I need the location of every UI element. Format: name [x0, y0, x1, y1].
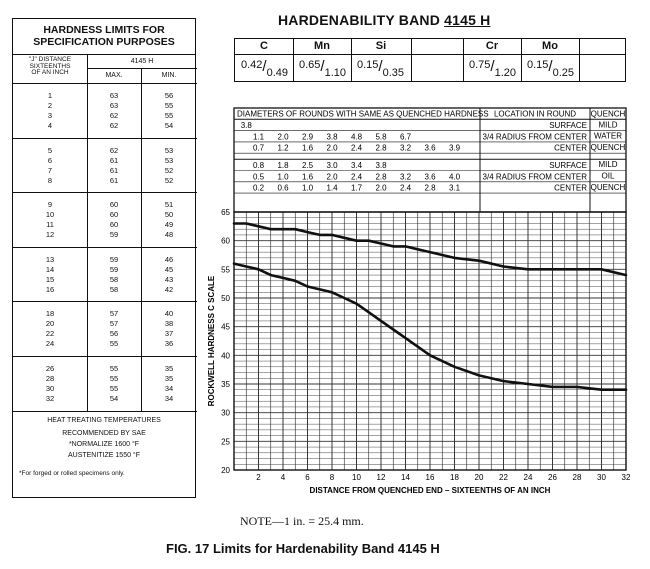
oil-diameter: 2.8 — [375, 172, 387, 182]
figure-caption: FIG. 17 Limits for Hardenability Band 4145 H — [166, 541, 440, 556]
water-diameter: 2.9 — [301, 132, 314, 142]
band-grade: 4145 H — [444, 12, 491, 28]
distance-header-line: SIXTEENTHS — [29, 62, 71, 70]
min-hardness-cell: 50 — [164, 210, 174, 220]
water-diameter: 0.7 — [252, 143, 265, 153]
oil-diameter: 1.4 — [326, 183, 338, 193]
distance-cell: 15 — [45, 274, 55, 284]
oil-diameter: 3.8 — [375, 161, 387, 170]
min-hardness-cell: 42 — [164, 284, 174, 294]
water-diameter: 6.7 — [399, 132, 412, 142]
oil-diameter: 2.0 — [326, 172, 338, 182]
oil-diameter: 1.0 — [301, 183, 314, 193]
water-diameter: 3.8 — [240, 121, 252, 131]
x-tick-label: 26 — [548, 473, 557, 482]
water-location: CENTER — [554, 143, 587, 153]
y-tick-label: 65 — [221, 208, 230, 217]
distance-cell: 26 — [45, 364, 55, 373]
max-hardness-cell: 59 — [109, 230, 119, 240]
oil-diameter: 1.0 — [277, 172, 289, 182]
distance-cell: 32 — [45, 394, 55, 403]
rounds-header-quench: QUENCH — [590, 109, 626, 119]
distance-cell: 10 — [45, 210, 55, 220]
min-hardness-cell: 36 — [164, 339, 174, 349]
range-high: 0.49 — [266, 67, 289, 79]
footnote: *For forged or rolled specimens only. — [19, 469, 125, 477]
max-hardness-cell: 56 — [109, 329, 119, 339]
max-hardness-cell: 55 — [109, 364, 119, 373]
oil-diameter: 3.4 — [350, 161, 363, 170]
water-diameter: 2.8 — [375, 143, 387, 153]
distance-cell: 11 — [46, 220, 54, 230]
element-symbol: Mo — [542, 40, 558, 52]
water-diameter: 3.8 — [326, 132, 338, 142]
distance-cell: 6 — [47, 155, 53, 165]
oil-diameter: 2.4 — [350, 172, 363, 182]
distance-cell: 8 — [47, 175, 53, 185]
water-quench: MILD — [598, 120, 618, 130]
max-hardness-cell: 62 — [109, 145, 119, 155]
y-tick-label: 50 — [221, 294, 230, 303]
oil-diameter: 2.5 — [301, 161, 314, 170]
min-hardness-cell: 53 — [164, 155, 174, 165]
range-high: 0.35 — [382, 67, 405, 79]
range-high: 1.10 — [324, 67, 347, 79]
min-hardness-cell: 35 — [164, 374, 174, 383]
oil-diameter: 0.2 — [252, 183, 265, 193]
oil-location: CENTER — [554, 183, 587, 193]
water-location: 3/4 RADIUS FROM CENTER — [482, 132, 587, 142]
water-diameter: 1.2 — [277, 143, 289, 153]
water-diameter: 2.0 — [277, 132, 289, 142]
distance-header-line: "J" DISTANCE — [28, 56, 72, 63]
distance-cell: 18 — [45, 309, 55, 319]
max-hardness-cell: 59 — [109, 254, 119, 264]
max-hardness-cell: 60 — [109, 220, 119, 230]
distance-cell: 30 — [45, 384, 55, 393]
oil-diameter: 3.1 — [448, 183, 461, 193]
element-symbol: Cr — [485, 40, 499, 52]
y-axis-label: ROCKWELL HARDNESS C SCALE — [207, 275, 216, 407]
x-tick-label: 32 — [621, 473, 631, 482]
min-hardness-cell: 49 — [164, 220, 174, 230]
range-low: 0.15 — [527, 59, 549, 71]
max-hardness-cell: 55 — [109, 374, 119, 383]
water-diameter: 3.6 — [424, 143, 436, 153]
distance-cell: 9 — [47, 200, 53, 210]
range-slash: / — [320, 58, 325, 75]
x-tick-label: 2 — [256, 473, 261, 482]
min-hardness-cell: 38 — [164, 319, 174, 329]
element-symbol: C — [260, 40, 268, 52]
water-diameter: 2.4 — [350, 143, 363, 153]
distance-cell: 5 — [47, 145, 53, 155]
oil-diameter: 3.2 — [399, 172, 412, 182]
range-slash: / — [548, 58, 553, 75]
max-hardness-cell: 59 — [109, 264, 119, 274]
min-hardness-cell: 34 — [164, 384, 174, 393]
distance-cell: 14 — [45, 264, 55, 274]
range-high: 1.20 — [494, 67, 517, 79]
range-low: 0.15 — [357, 59, 379, 71]
x-tick-label: 14 — [401, 473, 410, 482]
min-hardness-cell: 53 — [164, 145, 174, 155]
min-hardness-cell: 43 — [164, 274, 174, 284]
distance-cell: 28 — [45, 374, 55, 383]
oil-diameter: 2.0 — [375, 183, 387, 193]
water-location: SURFACE — [549, 121, 587, 131]
max-hardness-cell: 62 — [109, 111, 119, 120]
x-tick-label: 4 — [280, 473, 286, 482]
oil-diameter: 3.6 — [424, 172, 436, 182]
y-tick-label: 25 — [221, 437, 230, 447]
max-hardness-cell: 63 — [109, 101, 119, 110]
oil-quench: OIL — [601, 171, 615, 181]
distance-cell: 16 — [45, 284, 55, 294]
x-tick-label: 30 — [597, 473, 606, 482]
x-tick-label: 28 — [572, 473, 582, 482]
distance-cell: 7 — [47, 165, 53, 175]
max-hardness-cell: 58 — [109, 284, 119, 294]
normalize-temp: *NORMALIZE 1600 °F — [68, 440, 140, 448]
water-diameter: 1.6 — [301, 143, 314, 153]
y-tick-label: 40 — [221, 351, 230, 361]
x-tick-label: 10 — [352, 473, 361, 482]
oil-diameter: 1.8 — [277, 161, 289, 170]
y-tick-label: 20 — [221, 466, 230, 475]
y-tick-label: 60 — [221, 236, 230, 246]
x-tick-label: 18 — [450, 473, 459, 482]
element-symbol: Mn — [314, 40, 330, 52]
min-hardness-cell: 51 — [164, 200, 174, 210]
distance-header-line: OF AN INCH — [31, 69, 69, 76]
max-hardness-cell: 54 — [109, 394, 119, 403]
y-tick-label: 35 — [221, 380, 230, 389]
max-hardness-cell: 55 — [109, 384, 119, 393]
max-hardness-cell: 62 — [109, 121, 119, 130]
oil-diameter: 1.7 — [350, 183, 363, 193]
max-header: MAX. — [105, 72, 123, 79]
water-diameter: 5.8 — [375, 132, 387, 142]
range-slash: / — [490, 58, 495, 75]
max-hardness-cell: 61 — [109, 175, 119, 185]
min-hardness-cell: 55 — [164, 101, 174, 110]
oil-diameter: 0.8 — [252, 161, 265, 170]
range-low: 0.65 — [299, 59, 321, 71]
max-hardness-cell: 61 — [109, 155, 119, 165]
min-hardness-cell: 46 — [164, 254, 174, 264]
limits-title-line1: HARDNESS LIMITS FOR — [43, 24, 165, 36]
max-hardness-cell: 60 — [109, 200, 119, 210]
min-hardness-cell: 52 — [164, 175, 174, 185]
x-tick-label: 22 — [499, 473, 508, 482]
water-diameter: 3.9 — [448, 143, 461, 153]
oil-diameter: 0.6 — [277, 183, 289, 193]
oil-quench: MILD — [598, 160, 618, 170]
max-hardness-cell: 57 — [109, 319, 119, 329]
distance-cell: 12 — [45, 230, 55, 240]
range-slash: / — [378, 58, 383, 75]
x-tick-label: 8 — [329, 473, 335, 482]
water-diameter: 1.1 — [252, 132, 265, 142]
min-hardness-cell: 40 — [164, 309, 174, 319]
min-hardness-cell: 48 — [164, 230, 174, 240]
distance-cell: 24 — [45, 339, 55, 349]
x-tick-label: 16 — [425, 473, 435, 482]
min-hardness-cell: 56 — [164, 91, 174, 100]
oil-diameter: 0.5 — [252, 172, 265, 182]
oil-diameter: 3.0 — [326, 161, 338, 170]
oil-location: 3/4 RADIUS FROM CENTER — [482, 172, 587, 182]
grade-header: 4145 H — [130, 58, 154, 65]
min-header: MIN. — [161, 72, 177, 79]
water-quench: WATER — [594, 131, 622, 141]
water-diameter: 3.2 — [399, 143, 412, 153]
distance-cell: 1 — [47, 91, 53, 100]
min-hardness-cell: 37 — [164, 329, 174, 339]
max-hardness-cell: 60 — [109, 210, 119, 220]
oil-diameter: 1.6 — [301, 172, 314, 182]
oil-diameter: 2.4 — [399, 183, 412, 193]
min-hardness-cell: 34 — [164, 394, 174, 403]
distance-cell: 20 — [45, 319, 55, 329]
band-title-text: HARDENABILITY BAND — [278, 12, 441, 28]
y-tick-label: 55 — [221, 265, 230, 275]
distance-cell: 2 — [47, 101, 53, 110]
range-low: 0.42 — [241, 59, 263, 71]
y-tick-label: 30 — [221, 408, 230, 418]
oil-location: SURFACE — [549, 161, 587, 170]
distance-cell: 13 — [45, 254, 55, 264]
max-hardness-cell: 58 — [109, 274, 119, 284]
oil-diameter: 4.0 — [448, 172, 461, 182]
note: NOTE—1 in. = 25.4 mm. — [240, 514, 364, 528]
x-axis-label: DISTANCE FROM QUENCHED END – SIXTEENTHS OF AN INCH — [309, 486, 551, 495]
min-hardness-cell: 54 — [164, 121, 174, 130]
max-hardness-cell: 63 — [109, 91, 119, 100]
heat-line2: RECOMMENDED BY SAE — [62, 429, 146, 437]
rounds-header-location: LOCATION IN ROUND — [493, 109, 577, 119]
x-tick-label: 20 — [474, 473, 484, 482]
y-tick-label: 45 — [221, 322, 230, 332]
x-tick-label: 6 — [305, 473, 310, 482]
min-hardness-cell: 55 — [164, 111, 174, 120]
element-symbol: Si — [375, 40, 387, 52]
oil-diameter: 2.8 — [424, 183, 436, 193]
distance-cell: 22 — [45, 329, 55, 339]
limits-title-line2: SPECIFICATION PURPOSES — [33, 36, 175, 48]
distance-cell: 3 — [47, 111, 53, 120]
distance-cell: 4 — [47, 121, 53, 130]
range-high: 0.25 — [552, 67, 575, 79]
water-quench: QUENCH — [590, 142, 626, 152]
x-tick-label: 24 — [523, 473, 533, 482]
min-hardness-cell: 35 — [164, 364, 174, 373]
rounds-header-diam: DIAMETERS OF ROUNDS WITH SAME AS QUENCHED HARDNESS — [237, 109, 489, 119]
range-low: 0.75 — [469, 59, 491, 71]
min-hardness-cell: 45 — [164, 264, 174, 274]
water-diameter: 2.0 — [326, 143, 338, 153]
max-hardness-cell: 57 — [109, 309, 119, 319]
austenitize-temp: AUSTENITIZE 1550 °F — [67, 451, 141, 459]
x-tick-label: 12 — [376, 473, 386, 482]
min-hardness-cell: 52 — [164, 165, 174, 175]
water-diameter: 4.8 — [350, 132, 363, 142]
max-hardness-cell: 61 — [109, 165, 119, 175]
oil-quench: QUENCH — [590, 182, 626, 192]
range-slash: / — [262, 58, 267, 75]
heat-title: HEAT TREATING TEMPERATURES — [47, 416, 161, 424]
max-hardness-cell: 55 — [109, 339, 119, 349]
